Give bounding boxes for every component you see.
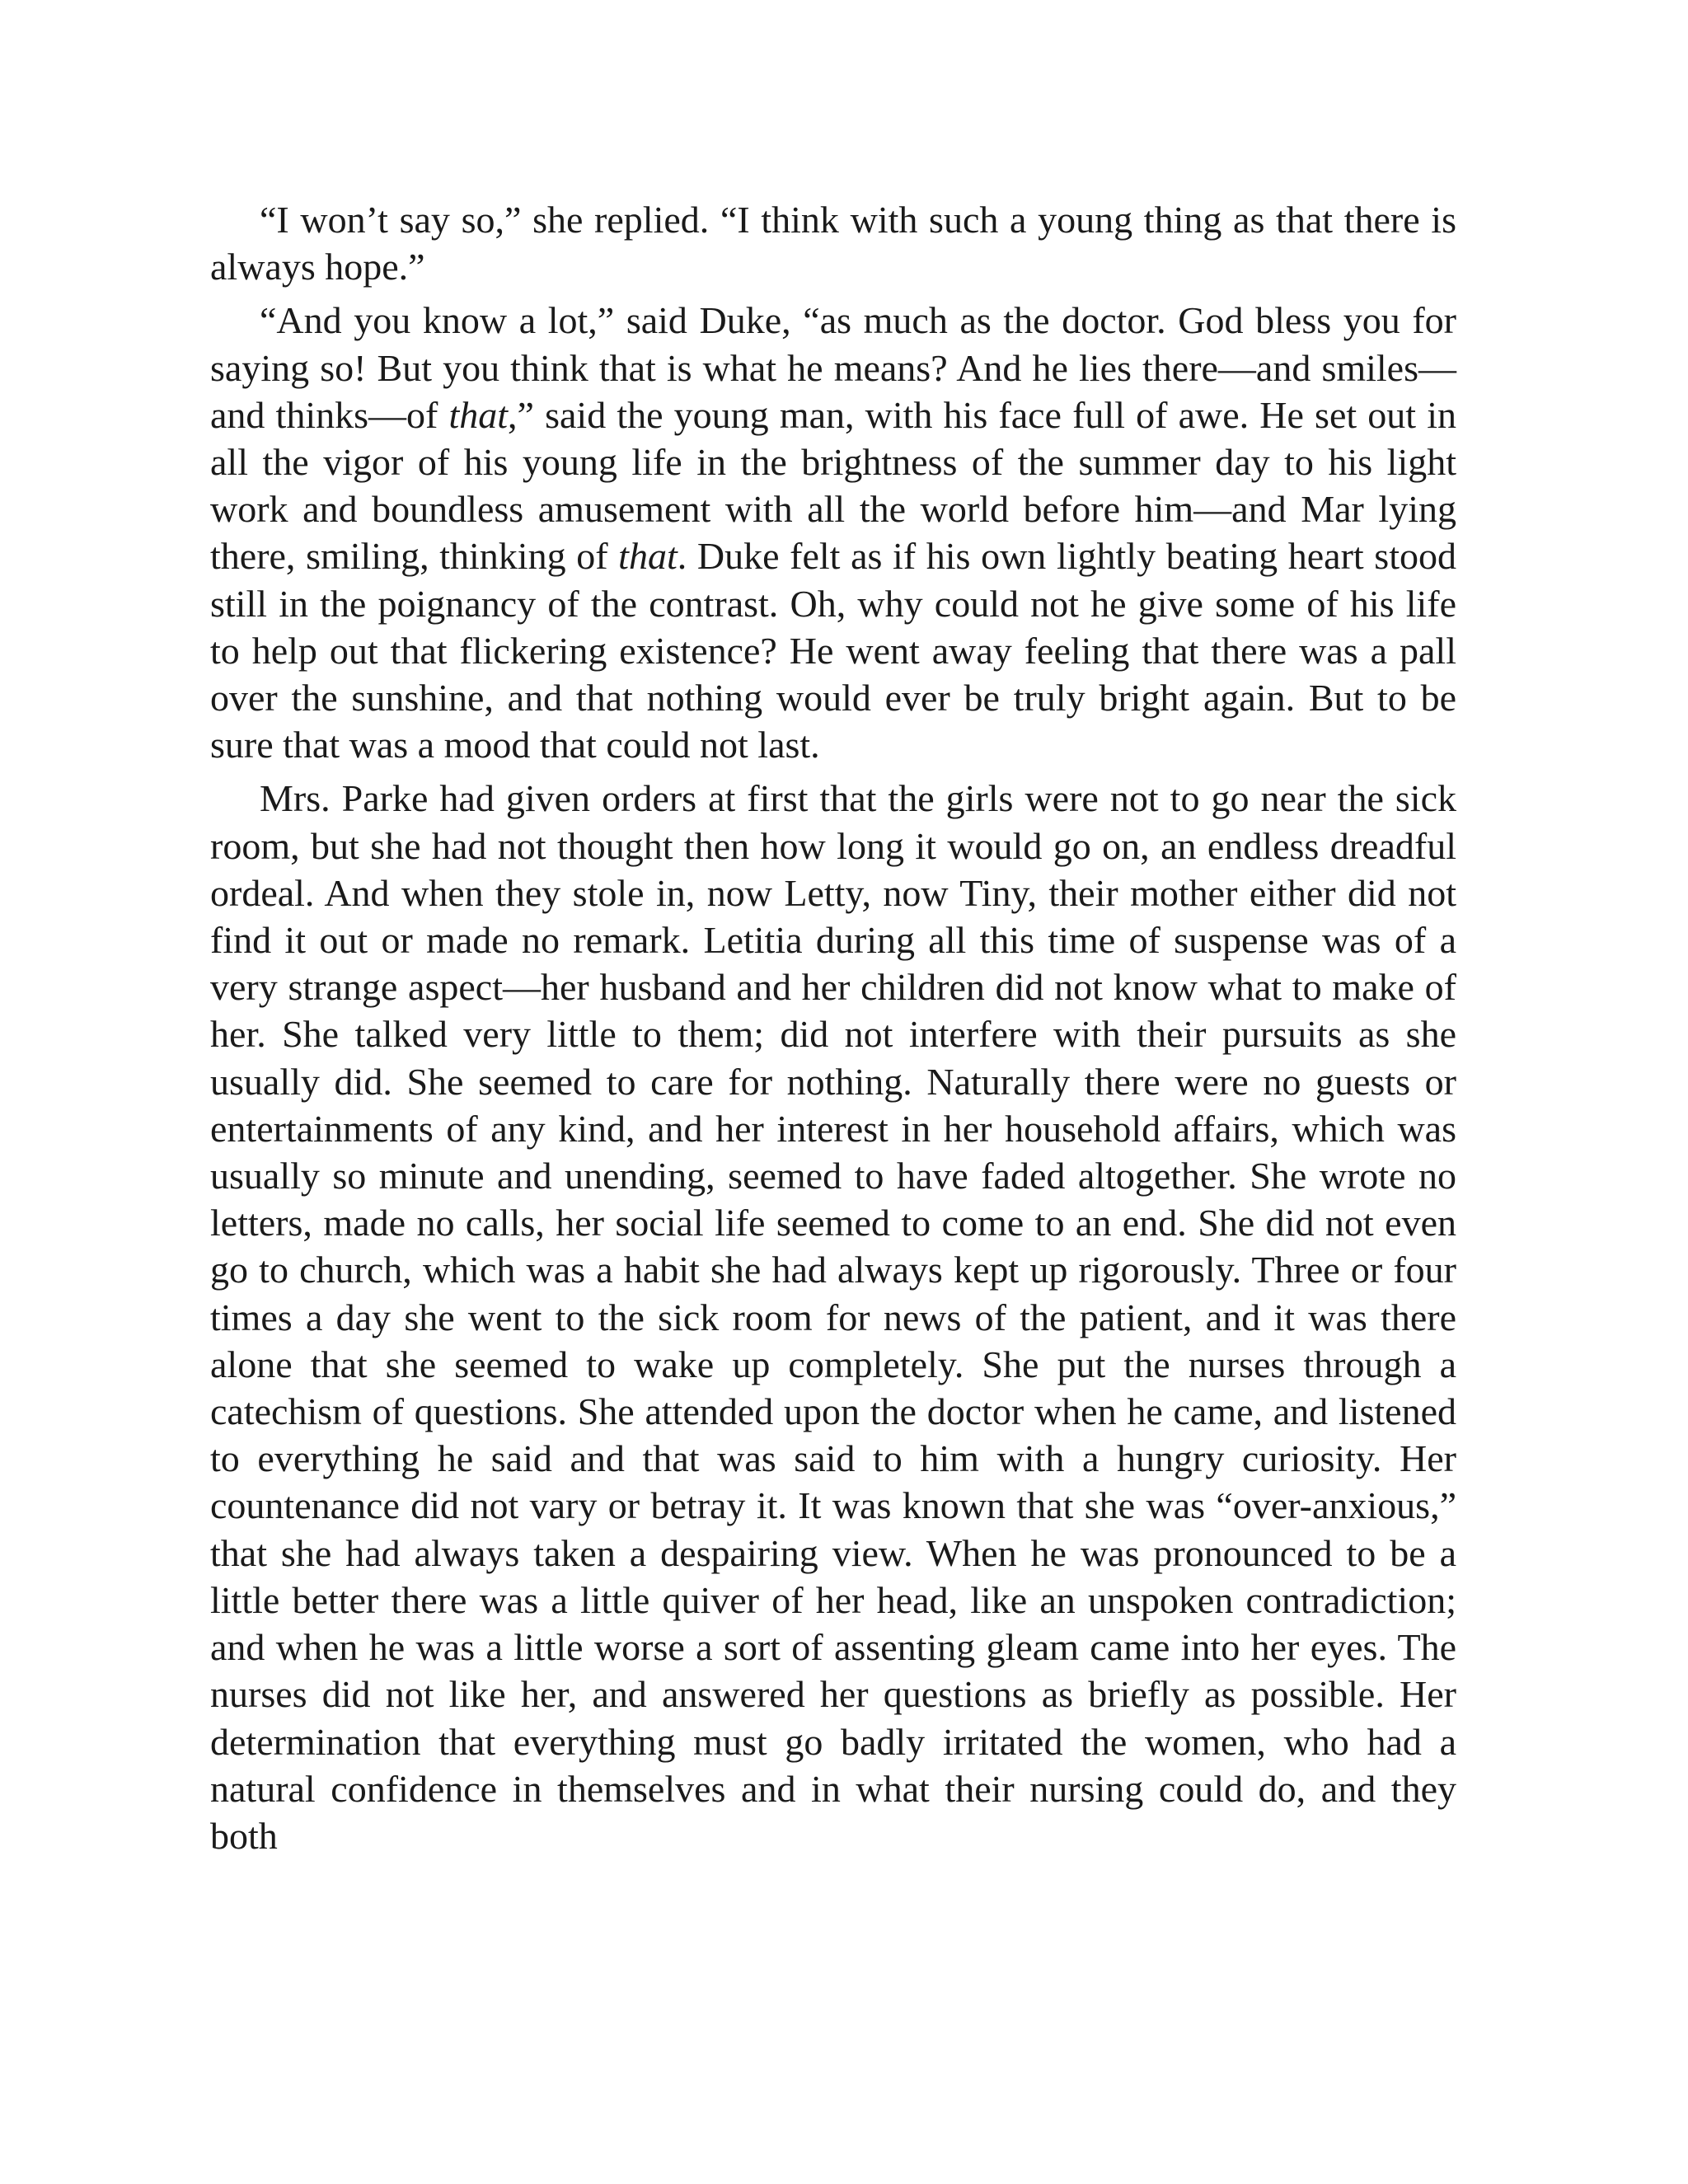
paragraph-duke [210, 297, 1456, 768]
text-run: . Duke felt as if his own lightly beating heart stood still in the poignancy of the contrast. Oh, why could not he give some of his life to help out that flickering existence? He went away feeling that there was a pall over the sunshine, and that nothing would ever be truly bright again. But to be sure that was a mood that could not last. [210, 535, 1456, 766]
text-run: Mrs. Parke had given orders at first that the girls were not to go near the sick room, but she had not thought then how long it would go on, an endless dreadful ordeal. And when they stole in, now Letty, now Tiny, their mother either did not find it out or made no remark. Letitia during all this time of suspense was of a very strange aspect—her husband and her children did not know what to make of her. She talked very little to them; did not interfere with their pursuits as she usually did. She seemed to care for nothing. Naturally there were no guests or entertainments of any kind, and her interest in her household affairs, which was usually so minute and unending, seemed to have faded altogether. She wrote no letters, made no calls, her social life seemed to come to an end. She did not even go to church, which was a habit she had always kept up rigorously. Three or four times a day she went to the sick room for news of the patient, and it was there alone that she seemed to wake up completely. She put the nurses through a catechism of questions. She attended upon the doctor when he came, and listened to everything he said and that was said to him with a hungry curiosity. Her countenance did not vary or betray it. It was known that she was “over-anxious,” that she had always taken a despairing view. When he was pronounced to be a little better there was a little quiver of her head, like an unspoken contradiction; and when he was a little worse a sort of assenting gleam came into her eyes. The nurses did not like her, and answered her questions as briefly as possible. Her determination that everything must go badly irritated the women, who had a natural confidence in themselves and in what their nursing could do, and they both [210, 777, 1456, 1857]
text-run: ,” said the young man, with his face full of awe. He set out in all the vigor of his young life in the brightness of the summer day to his light work and boundless amusement with all the world before him—and Mar lying there, smiling, thinking of [210, 393, 1456, 578]
text-run: “I won’t say so,” she replied. “I think with such a young thing as that there is always hope.” [210, 199, 1456, 288]
text-run: “And you know a lot,” said Duke, “as much as the doctor. God bless you for saying so! But you think that is what he means? And he lies there—and smiles—and thinks—of [210, 299, 1456, 436]
italic-text-run: that [618, 535, 678, 578]
paragraph-reply [210, 196, 1456, 290]
italic-text-run: that [448, 393, 509, 436]
paragraph-mrs-parke [210, 775, 1456, 1859]
book-page [210, 196, 1456, 1866]
